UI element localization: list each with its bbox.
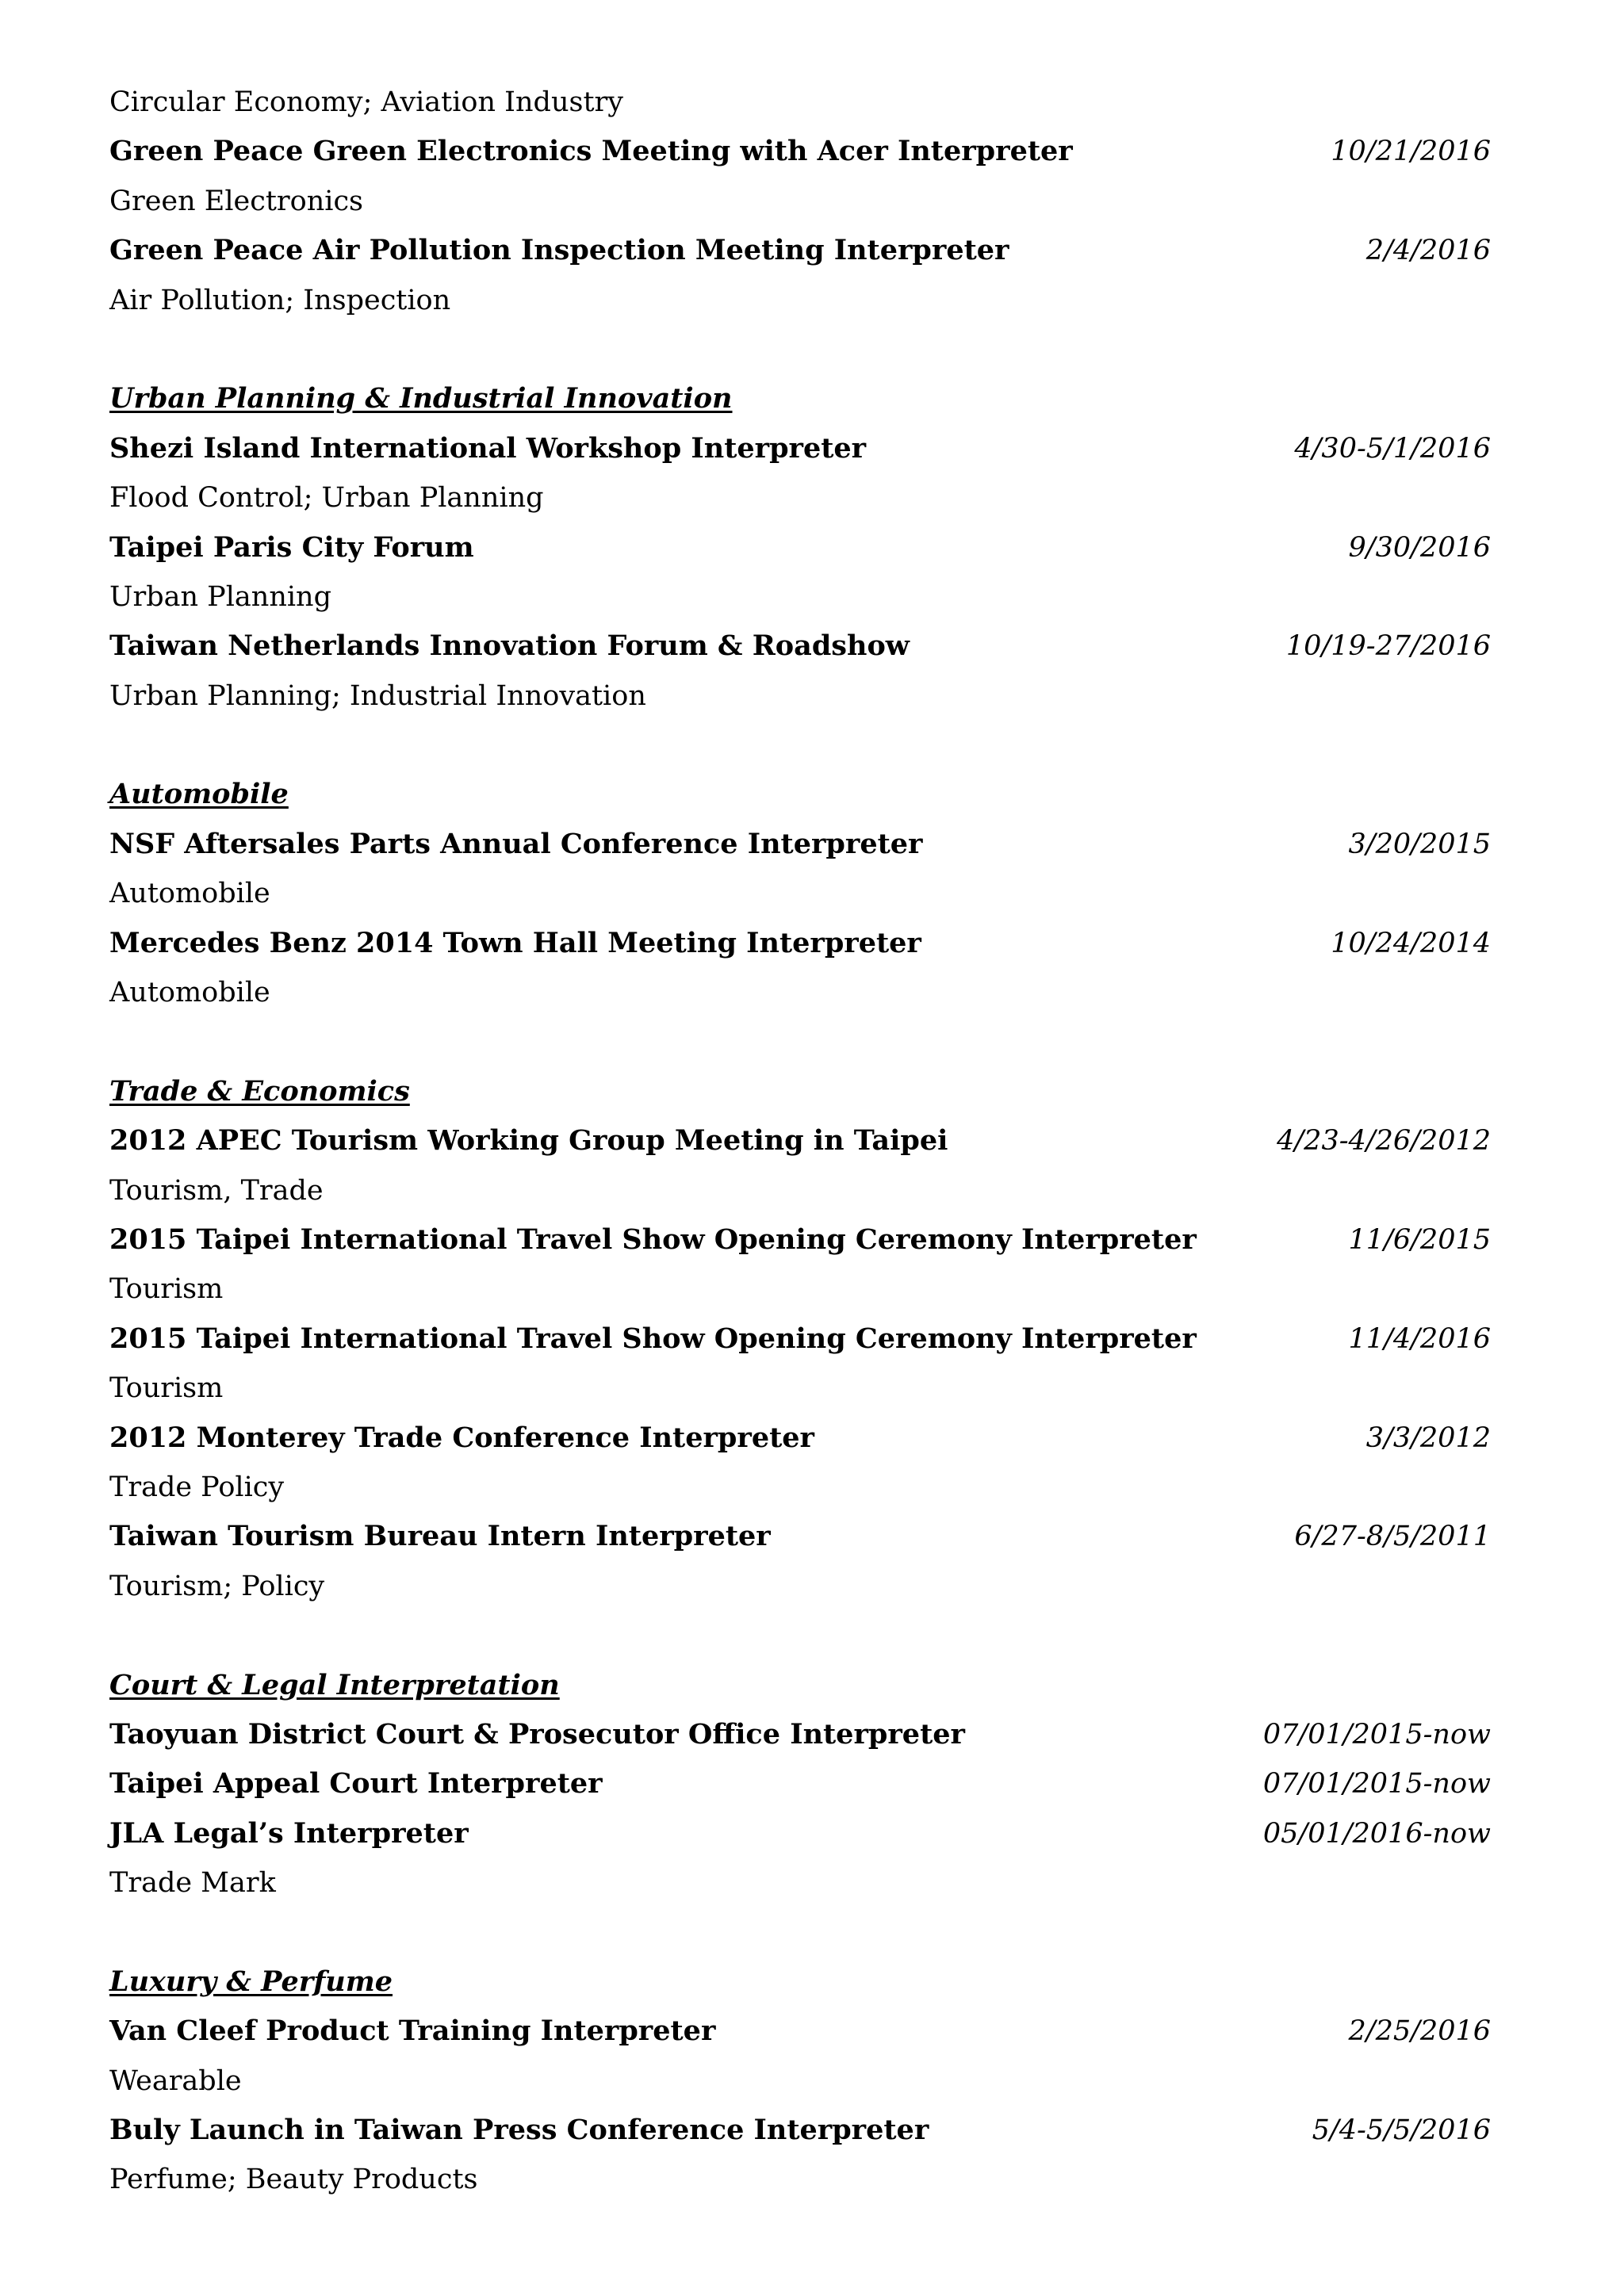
entry-date: 11/6/2015 — [1348, 1223, 1491, 1256]
entry-row — [109, 1710, 1491, 1759]
intro-description: Circular Economy; Aviation Industry — [109, 86, 624, 118]
entry-title: Taoyuan District Court & Prosecutor Office Interpreter — [109, 1717, 965, 1751]
entry-date: 2/4/2016 — [1365, 235, 1491, 267]
entry-description: Automobile — [109, 977, 270, 1009]
entry-date: 07/01/2015-now — [1262, 1768, 1491, 1800]
entry-title: JLA Legal’s Interpreter — [109, 1816, 469, 1850]
entry-row — [109, 226, 1491, 275]
entry-row — [109, 622, 1491, 671]
entry-title: Green Peace Air Pollution Inspection Meeting Interpreter — [109, 234, 1009, 267]
entry-title: Van Cleef Product Training Interpreter — [109, 2015, 716, 2048]
entry-description: Automobile — [109, 878, 270, 910]
entry-description: Wearable — [109, 2064, 242, 2097]
entry-row — [109, 1512, 1491, 1561]
entry-description: Tourism — [109, 1372, 224, 1405]
entry-description: Tourism, Trade — [109, 1174, 324, 1207]
section-heading-automobile — [109, 770, 1491, 819]
section-heading-text: Trade & Economics — [109, 1074, 410, 1108]
entry-row — [109, 127, 1491, 176]
entry-title: Buly Launch in Taiwan Press Conference Interpreter — [109, 2114, 929, 2147]
section-spacer — [109, 1017, 1491, 1066]
entry-date: 4/30-5/1/2016 — [1294, 432, 1491, 465]
entry-date: 11/4/2016 — [1348, 1322, 1491, 1355]
entry-row — [109, 1414, 1491, 1463]
section-heading-urban-planning — [109, 374, 1491, 423]
section-heading-court-legal — [109, 1661, 1491, 1710]
entry-row — [109, 919, 1491, 968]
entry-date: 4/23-4/26/2012 — [1277, 1125, 1491, 1158]
entry-title: Taiwan Tourism Bureau Intern Interpreter — [109, 1520, 771, 1553]
entry-date: 3/20/2015 — [1348, 828, 1491, 860]
entry-description: Perfume; Beauty Products — [109, 2164, 478, 2196]
section-heading-luxury-perfume — [109, 1957, 1491, 2007]
entry-row — [109, 820, 1491, 869]
entry-description: Air Pollution; Inspection — [109, 284, 451, 316]
section-heading-trade-economics — [109, 1067, 1491, 1116]
entry-title: 2012 Monterey Trade Conference Interpreter — [109, 1421, 814, 1454]
entry-title: Green Peace Green Electronics Meeting with Acer Interpreter — [109, 135, 1073, 168]
resume-page — [109, 78, 1491, 2205]
section-heading-text: Urban Planning & Industrial Innovation — [109, 382, 733, 415]
entry-date: 5/4-5/5/2016 — [1312, 2114, 1491, 2147]
entry-title: Mercedes Benz 2014 Town Hall Meeting Interpreter — [109, 926, 921, 959]
section-spacer — [109, 721, 1491, 770]
entry-title: 2015 Taipei International Travel Show Opening Ceremony Interpreter — [109, 1322, 1197, 1355]
entry-row — [109, 1314, 1491, 1364]
entry-row — [109, 1759, 1491, 1808]
entry-title: Shezi Island International Workshop Interpreter — [109, 431, 867, 465]
entry-title: Taipei Appeal Court Interpreter — [109, 1767, 603, 1800]
entry-title: Taipei Paris City Forum — [109, 530, 474, 564]
entry-row — [109, 1215, 1491, 1265]
entry-date: 2/25/2016 — [1348, 2015, 1491, 2048]
section-spacer — [109, 1908, 1491, 1957]
entry-row — [109, 2007, 1491, 2056]
entry-row — [109, 523, 1491, 572]
entry-date: 3/3/2012 — [1365, 1422, 1491, 1454]
section-heading-text: Court & Legal Interpretation — [109, 1668, 560, 1701]
entry-description: Trade Mark — [109, 1867, 276, 1900]
entry-date: 10/21/2016 — [1331, 136, 1491, 168]
entry-title: Taiwan Netherlands Innovation Forum & Roadshow — [109, 629, 910, 663]
entry-date: 10/24/2014 — [1331, 927, 1491, 959]
entry-row — [109, 1116, 1491, 1165]
entry-row — [109, 1809, 1491, 1858]
entry-date: 9/30/2016 — [1348, 531, 1491, 564]
entry-date: 07/01/2015-now — [1262, 1718, 1491, 1751]
entry-description: Urban Planning — [109, 580, 331, 613]
entry-title: 2012 APEC Tourism Working Group Meeting in Taipei — [109, 1124, 948, 1158]
entry-row — [109, 424, 1491, 473]
section-heading-text: Automobile — [109, 778, 289, 811]
entry-description: Flood Control; Urban Planning — [109, 482, 544, 515]
section-heading-text: Luxury & Perfume — [109, 1965, 393, 1998]
entry-row — [109, 2106, 1491, 2155]
section-spacer — [109, 1611, 1491, 1660]
entry-title: NSF Aftersales Parts Annual Conference Interpreter — [109, 827, 923, 860]
entry-description: Trade Policy — [109, 1471, 285, 1503]
entry-date: 05/01/2016-now — [1262, 1817, 1491, 1850]
entry-description: Tourism — [109, 1273, 224, 1306]
entry-date: 6/27-8/5/2011 — [1294, 1521, 1491, 1553]
entry-description: Tourism; Policy — [109, 1570, 325, 1602]
entry-title: 2015 Taipei International Travel Show Opening Ceremony Interpreter — [109, 1223, 1197, 1256]
entry-date: 10/19-27/2016 — [1285, 630, 1491, 663]
entry-description: Urban Planning; Industrial Innovation — [109, 679, 646, 712]
entry-description: Green Electronics — [109, 185, 364, 217]
section-spacer — [109, 325, 1491, 374]
